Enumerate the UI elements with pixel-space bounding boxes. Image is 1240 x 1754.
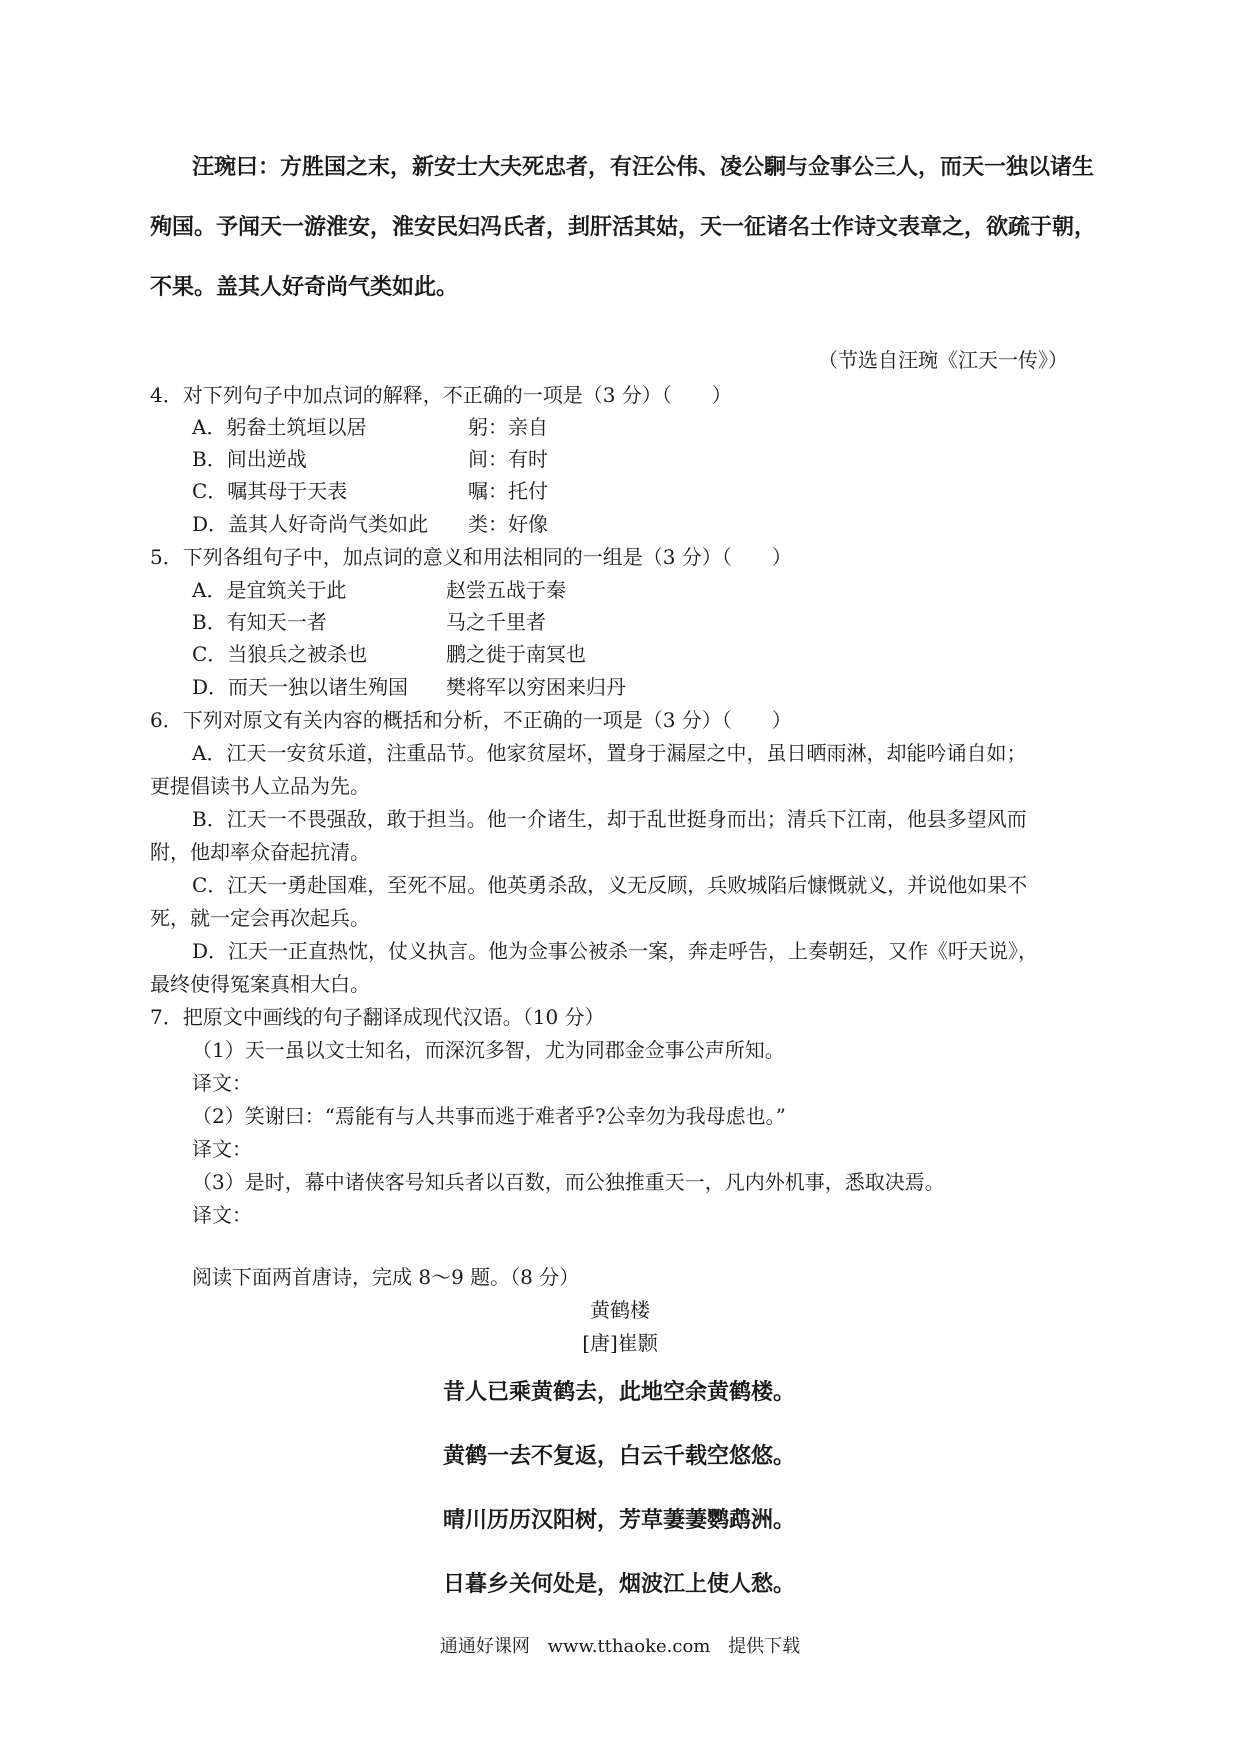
q7-sentence-3: （3）是时，幕中诸侠客号知兵者以百数，而公独推重天一，凡内外机事，悉取决焉。 (192, 1170, 945, 1194)
q4-option-a: A．躬畚土筑垣以居 (192, 415, 367, 439)
q7-sentence-1: （1）天一虽以文士知名，而深沉多智，尤为同郡金佥事公声所知。 (192, 1038, 785, 1062)
q6-option-a-line1: A．江天一安贫乐道，注重品节。他家贫屋坏，置身于漏屋之中，虽日晒雨淋，却能吟诵自如； (192, 741, 1027, 765)
q7-answer-label-3: 译文： (192, 1203, 252, 1227)
q5-option-d: D．而天一独以诸生殉国 (192, 675, 409, 699)
q7-sentence-2: （2）笑谢曰：“焉能有与人共事而逃于难者乎?公幸勿为我母虑也。” (192, 1104, 786, 1128)
q5-option-a-pair: 赵尝五战于秦 (446, 578, 566, 602)
q4-option-d: D．盖其人好奇尚气类如此 (192, 512, 429, 536)
q5-stem: 5．下列各组句子中，加点词的意义和用法相同的一组是（3 分）（ ） (150, 545, 792, 569)
poem-line-1: 昔人已乘黄鹤去，此地空余黄鹤楼。 (443, 1380, 796, 1405)
q6-option-b-line2: 附，他却率众奋起抗清。 (150, 840, 370, 864)
q7-answer-label-2: 译文： (192, 1137, 252, 1161)
poem-intro: 阅读下面两首唐诗，完成 8～9 题。（8 分） (192, 1265, 580, 1289)
q6-option-d-line2: 最终使得冤案真相大白。 (150, 972, 370, 996)
q5-option-c: C．当狼兵之被杀也 (192, 642, 368, 666)
poem-author: [唐]崔颢 (582, 1331, 658, 1355)
q6-option-b-line1: B．江天一不畏强敌，敢于担当。他一介诸生，却于乱世挺身而出；清兵下江南，他县多望风而 (192, 807, 1027, 831)
footer-tail: 提供下载 (728, 1636, 801, 1657)
passage-source: （节选自汪琬《江天一传》） (818, 348, 1068, 372)
q5-option-b-pair: 马之千里者 (446, 610, 546, 634)
q7-answer-label-1: 译文： (192, 1071, 252, 1095)
q5-option-a: A．是宜筑关于此 (192, 578, 347, 602)
q7-stem: 7．把原文中画线的句子翻译成现代汉语。（10 分） (150, 1005, 605, 1029)
footer-site: 通通好课网 (439, 1636, 530, 1657)
q4-option-b: B．间出逆战 (192, 447, 307, 471)
q4-option-a-gloss: 躬：亲自 (468, 415, 548, 439)
page-footer (0, 1632, 1240, 1658)
poem-line-4: 日暮乡关何处是，烟波江上使人愁。 (443, 1572, 796, 1597)
q6-option-a-line2: 更提倡读书人立品为先。 (150, 774, 370, 798)
q6-option-d-line1: D．江天一正直热忱，仗义执言。他为佥事公被杀一案，奔走呼告，上奏朝廷，又作《吁天说》， (192, 939, 1039, 963)
q5-option-b: B．有知天一者 (192, 610, 327, 634)
q5-option-c-pair: 鹏之徙于南冥也 (446, 642, 586, 666)
passage-line-2: 殉国。予闻天一游淮安，淮安民妇冯氏者，刲肝活其姑，天一征诸名士作诗文表章之，欲疏于朝， (150, 215, 1097, 240)
poem-title: 黄鹤楼 (590, 1298, 650, 1322)
passage-line-1: 汪琬曰：方胜国之末，新安士大夫死忠者，有汪公伟、凌公駉与佥事公三人，而天一独以诸生 (192, 155, 1095, 180)
poem-line-3: 晴川历历汉阳树，芳草萋萋鹦鹉洲。 (443, 1508, 796, 1533)
q4-stem: 4．对下列句子中加点词的解释，不正确的一项是（3 分）（ ） (150, 383, 732, 407)
q6-stem: 6．下列对原文有关内容的概括和分析，不正确的一项是（3 分）（ ） (150, 708, 792, 732)
poem-line-2: 黄鹤一去不复返，白云千载空悠悠。 (443, 1444, 796, 1469)
q4-option-c: C．嘱其母于天表 (192, 479, 348, 503)
footer-url[interactable]: www.tthaoke.com (547, 1636, 711, 1657)
q5-option-d-pair: 樊将军以穷困来归丹 (446, 675, 626, 699)
q4-option-b-gloss: 间：有时 (468, 447, 548, 471)
q4-option-c-gloss: 嘱：托付 (468, 479, 548, 503)
q6-option-c-line2: 死，就一定会再次起兵。 (150, 906, 370, 930)
passage-line-3: 不果。盖其人好奇尚气类如此。 (150, 275, 459, 300)
q4-option-d-gloss: 类：好像 (468, 512, 548, 536)
q6-option-c-line1: C．江天一勇赴国难，至死不屈。他英勇杀敌，义无反顾，兵败城陷后慷慨就义，并说他如果不 (192, 873, 1028, 897)
